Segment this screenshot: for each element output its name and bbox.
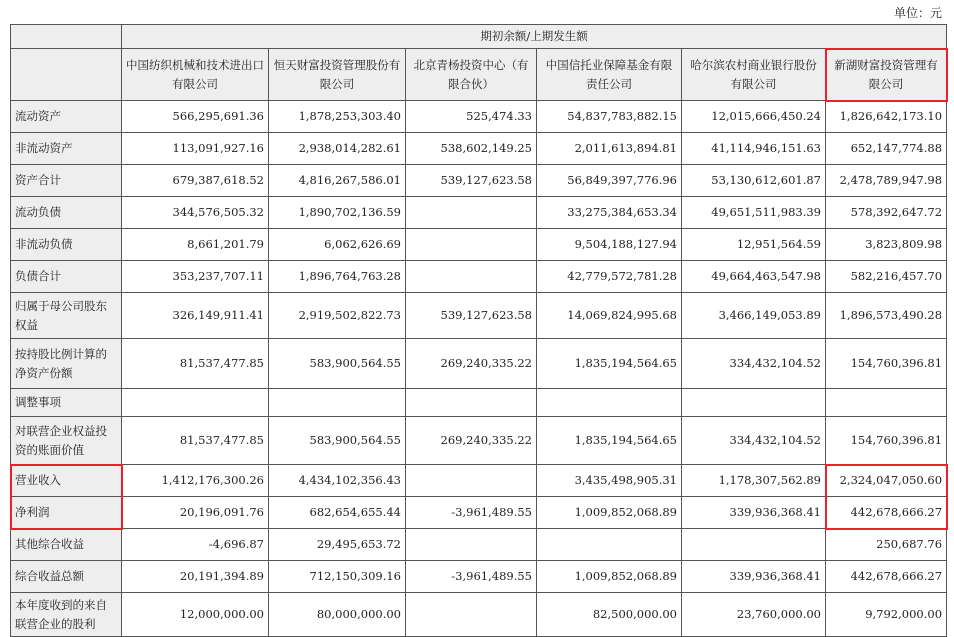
table-row bbox=[11, 133, 947, 165]
value-cell: 113,091,927.16 bbox=[122, 133, 269, 165]
row-label: 流动负债 bbox=[11, 197, 122, 229]
value-cell: 14,069,824,995.68 bbox=[537, 293, 682, 339]
value-cell: 269,240,335.22 bbox=[406, 339, 537, 389]
value-cell bbox=[406, 529, 537, 561]
row-label: 调整事项 bbox=[11, 389, 122, 417]
super-header-row bbox=[11, 25, 947, 49]
value-cell: 12,951,564.59 bbox=[682, 229, 826, 261]
row-label: 净利润 bbox=[11, 497, 122, 529]
value-cell: 652,147,774.88 bbox=[826, 133, 947, 165]
value-cell: 80,000,000.00 bbox=[269, 593, 406, 637]
value-cell: 1,835,194,564.65 bbox=[537, 339, 682, 389]
value-cell bbox=[406, 197, 537, 229]
row-label: 对联营企业权益投资的账面价值 bbox=[11, 417, 122, 465]
value-cell: 1,878,253,303.40 bbox=[269, 101, 406, 133]
value-cell: 682,654,655.44 bbox=[269, 497, 406, 529]
table-row bbox=[11, 389, 947, 417]
value-cell: 334,432,104.52 bbox=[682, 339, 826, 389]
row-label: 其他综合收益 bbox=[11, 529, 122, 561]
table-row bbox=[11, 197, 947, 229]
company-header: 中国纺织机械和技术进出口有限公司 bbox=[122, 49, 269, 101]
value-cell: 81,537,477.85 bbox=[122, 339, 269, 389]
value-cell: 353,237,707.11 bbox=[122, 261, 269, 293]
value-cell: 42,779,572,781.28 bbox=[537, 261, 682, 293]
value-cell: 81,537,477.85 bbox=[122, 417, 269, 465]
value-cell: 3,823,809.98 bbox=[826, 229, 947, 261]
value-cell: 525,474.33 bbox=[406, 101, 537, 133]
table-row bbox=[11, 165, 947, 197]
table-row bbox=[11, 339, 947, 389]
value-cell: 583,900,564.55 bbox=[269, 417, 406, 465]
value-cell: 2,919,502,822.73 bbox=[269, 293, 406, 339]
table-row bbox=[11, 465, 947, 497]
value-cell: 8,661,201.79 bbox=[122, 229, 269, 261]
row-label: 非流动负债 bbox=[11, 229, 122, 261]
value-cell bbox=[269, 389, 406, 417]
value-cell: 578,392,647.72 bbox=[826, 197, 947, 229]
value-cell: 12,000,000.00 bbox=[122, 593, 269, 637]
row-label: 本年度收到的来自联营企业的股利 bbox=[11, 593, 122, 637]
table-row bbox=[11, 561, 947, 593]
value-cell: 712,150,309.16 bbox=[269, 561, 406, 593]
value-cell: 29,495,653.72 bbox=[269, 529, 406, 561]
value-cell: 20,191,394.89 bbox=[122, 561, 269, 593]
value-cell bbox=[406, 593, 537, 637]
value-cell bbox=[406, 465, 537, 497]
company-header-row bbox=[11, 49, 947, 101]
value-cell: 49,664,463,547.98 bbox=[682, 261, 826, 293]
value-cell bbox=[682, 529, 826, 561]
value-cell: 334,432,104.52 bbox=[682, 417, 826, 465]
row-label: 非流动资产 bbox=[11, 133, 122, 165]
value-cell: 9,792,000.00 bbox=[826, 593, 947, 637]
table-row bbox=[11, 229, 947, 261]
value-cell: 2,478,789,947.98 bbox=[826, 165, 947, 197]
row-label: 资产合计 bbox=[11, 165, 122, 197]
value-cell: 1,896,573,490.28 bbox=[826, 293, 947, 339]
value-cell: 2,011,613,894.81 bbox=[537, 133, 682, 165]
value-cell bbox=[406, 229, 537, 261]
financial-table bbox=[10, 24, 947, 637]
value-cell: 20,196,091.76 bbox=[122, 497, 269, 529]
value-cell: 2,938,014,282.61 bbox=[269, 133, 406, 165]
value-cell: 269,240,335.22 bbox=[406, 417, 537, 465]
row-label: 按持股比例计算的净资产份额 bbox=[11, 339, 122, 389]
unit-label: 单位：元 bbox=[893, 6, 942, 20]
value-cell bbox=[682, 389, 826, 417]
value-cell bbox=[406, 389, 537, 417]
value-cell: 339,936,368.41 bbox=[682, 561, 826, 593]
company-header: 哈尔滨农村商业银行股份有限公司 bbox=[682, 49, 826, 101]
row-label-header bbox=[11, 49, 122, 101]
value-cell: 154,760,396.81 bbox=[826, 417, 947, 465]
value-cell: 33,275,384,653.34 bbox=[537, 197, 682, 229]
value-cell: 1,890,702,136.59 bbox=[269, 197, 406, 229]
value-cell: 3,466,149,053.89 bbox=[682, 293, 826, 339]
value-cell: 442,678,666.27 bbox=[826, 561, 947, 593]
value-cell: 49,651,511,983.39 bbox=[682, 197, 826, 229]
value-cell: -3,961,489.55 bbox=[406, 497, 537, 529]
value-cell: 1,009,852,068.89 bbox=[537, 561, 682, 593]
table-row bbox=[11, 417, 947, 465]
value-cell: 1,178,307,562.89 bbox=[682, 465, 826, 497]
value-cell: 539,127,623.58 bbox=[406, 165, 537, 197]
value-cell: 23,760,000.00 bbox=[682, 593, 826, 637]
value-cell: 442,678,666.27 bbox=[826, 497, 947, 529]
value-cell: 1,896,764,763.28 bbox=[269, 261, 406, 293]
value-cell bbox=[537, 389, 682, 417]
row-label: 综合收益总额 bbox=[11, 561, 122, 593]
value-cell bbox=[406, 261, 537, 293]
value-cell: 250,687.76 bbox=[826, 529, 947, 561]
value-cell: 582,216,457.70 bbox=[826, 261, 947, 293]
company-header: 恒天财富投资管理股份有限公司 bbox=[269, 49, 406, 101]
value-cell bbox=[537, 529, 682, 561]
value-cell: 4,434,102,356.43 bbox=[269, 465, 406, 497]
row-label: 营业收入 bbox=[11, 465, 122, 497]
value-cell: -3,961,489.55 bbox=[406, 561, 537, 593]
value-cell: 679,387,618.52 bbox=[122, 165, 269, 197]
value-cell: 583,900,564.55 bbox=[269, 339, 406, 389]
company-header: 中国信托业保障基金有限责任公司 bbox=[537, 49, 682, 101]
value-cell: 1,826,642,173.10 bbox=[826, 101, 947, 133]
company-header: 新湖财富投资管理有限公司 bbox=[826, 49, 947, 101]
value-cell: 3,435,498,905.31 bbox=[537, 465, 682, 497]
table-row bbox=[11, 101, 947, 133]
table-row bbox=[11, 529, 947, 561]
value-cell: 2,324,047,050.60 bbox=[826, 465, 947, 497]
table-row bbox=[11, 497, 947, 529]
row-label: 归属于母公司股东权益 bbox=[11, 293, 122, 339]
table-row bbox=[11, 593, 947, 637]
value-cell: 538,602,149.25 bbox=[406, 133, 537, 165]
value-cell: 41,114,946,151.63 bbox=[682, 133, 826, 165]
value-cell: 82,500,000.00 bbox=[537, 593, 682, 637]
value-cell bbox=[122, 389, 269, 417]
row-label: 流动资产 bbox=[11, 101, 122, 133]
value-cell: 56,849,397,776.96 bbox=[537, 165, 682, 197]
value-cell: 6,062,626.69 bbox=[269, 229, 406, 261]
company-header: 北京青杨投资中心（有限合伙） bbox=[406, 49, 537, 101]
value-cell: 539,127,623.58 bbox=[406, 293, 537, 339]
value-cell: 54,837,783,882.15 bbox=[537, 101, 682, 133]
value-cell: 53,130,612,601.87 bbox=[682, 165, 826, 197]
value-cell: 9,504,188,127.94 bbox=[537, 229, 682, 261]
value-cell: 344,576,505.32 bbox=[122, 197, 269, 229]
value-cell: 1,835,194,564.65 bbox=[537, 417, 682, 465]
table-row bbox=[11, 293, 947, 339]
value-cell bbox=[826, 389, 947, 417]
value-cell: -4,696.87 bbox=[122, 529, 269, 561]
super-header: 期初余额/上期发生额 bbox=[122, 25, 947, 49]
value-cell: 566,295,691.36 bbox=[122, 101, 269, 133]
value-cell: 154,760,396.81 bbox=[826, 339, 947, 389]
value-cell: 339,936,368.41 bbox=[682, 497, 826, 529]
corner-cell bbox=[11, 25, 122, 49]
table-row bbox=[11, 261, 947, 293]
value-cell: 12,015,666,450.24 bbox=[682, 101, 826, 133]
row-label: 负债合计 bbox=[11, 261, 122, 293]
value-cell: 326,149,911.41 bbox=[122, 293, 269, 339]
value-cell: 4,816,267,586.01 bbox=[269, 165, 406, 197]
value-cell: 1,412,176,300.26 bbox=[122, 465, 269, 497]
value-cell: 1,009,852,068.89 bbox=[537, 497, 682, 529]
